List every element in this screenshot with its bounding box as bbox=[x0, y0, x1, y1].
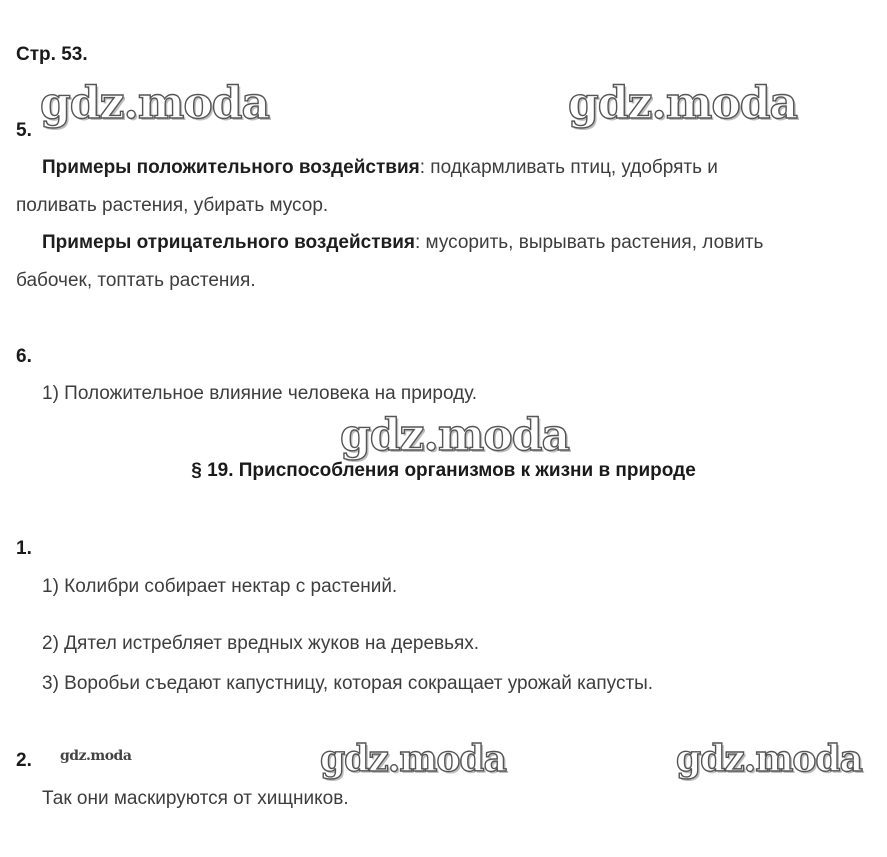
positive-examples-text-line2: поливать растения, убирать мусор. bbox=[16, 195, 329, 216]
watermark-logo: gdz.moda bbox=[676, 738, 862, 780]
task-2-answer: Так они маскируются от хищников. bbox=[42, 788, 349, 809]
positive-examples-text: : подкармливать птиц, удобрять и bbox=[419, 157, 718, 178]
task-6-answer: 1) Положительное влияние человека на природу. bbox=[42, 383, 478, 404]
watermark-logo-small: gdz.moda bbox=[60, 748, 132, 764]
page-label: Стр. 53. bbox=[16, 44, 88, 65]
task-5-negative-line bbox=[42, 224, 763, 262]
task-1-answer-2: 2) Дятел истребляет вредных жуков на деревьях. bbox=[42, 633, 480, 654]
task-1-number: 1. bbox=[16, 538, 32, 559]
negative-examples-text: : мусорить, вырывать растения, ловить bbox=[415, 232, 764, 253]
task-1-answer-3: 3) Воробьи съедают капустницу, которая сокращает урожай капусты. bbox=[42, 673, 654, 694]
task-5-number: 5. bbox=[16, 120, 32, 141]
watermark-logo: gdz.moda bbox=[320, 738, 506, 780]
watermark-logo: gdz.moda bbox=[40, 78, 270, 129]
negative-examples-text-line2: бабочек, топтать растения. bbox=[16, 270, 256, 291]
task-2-number: 2. bbox=[16, 750, 32, 771]
section-title: § 19. Приспособления организмов к жизни в природе bbox=[191, 460, 696, 481]
task-5-positive-line bbox=[42, 149, 874, 187]
task-6-number: 6. bbox=[16, 346, 32, 367]
positive-examples-label: Примеры положительного воздействия bbox=[42, 157, 420, 178]
task-5-positive-wrap bbox=[42, 149, 718, 187]
negative-examples-label: Примеры отрицательного воздействия bbox=[42, 232, 415, 253]
watermark-logo: gdz.moda bbox=[568, 78, 798, 129]
task-1-answer-1: 1) Колибри собирает нектар с растений. bbox=[42, 576, 398, 597]
watermark-logo: gdz.moda bbox=[340, 410, 570, 461]
